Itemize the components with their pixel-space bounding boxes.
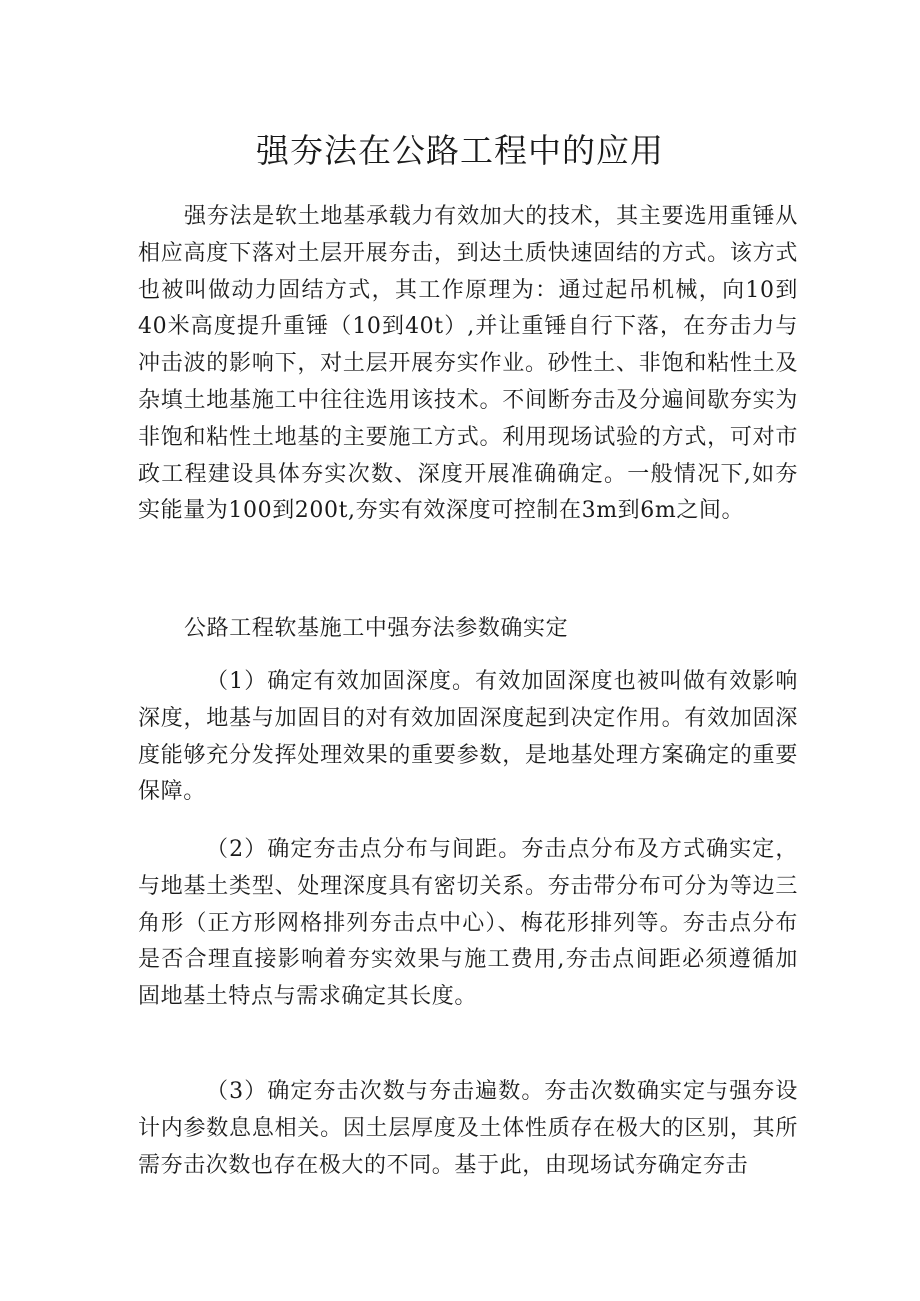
section-heading: 公路工程软基施工中强夯法参数确实定: [184, 616, 569, 641]
intro-paragraph: 强夯法是软土地基承载力有效加大的技术，其主要选用重锤从相应高度下落对土层开展夯击，到达土质快速固结的方式。该方式也被叫做动力固结方式，其工作原理为：通过起吊机械，向10到40米高度提升重锤（10到40t）,并让重锤自行下落，在夯击力与冲击波的影响下，对土层开展夯实作业。砂性土、非饱和粘性土及杂填土地基施工中往往选用该技术。不间断夯击及分遍间歇夯实为非饱和粘性土地基的主要施工方式。利用现场试验的方式，可对市政工程建设具体夯实次数、深度开展准确确定。一般情况下,如夯实能量为100到200t,夯实有效深度可控制在3m到6m之间。: [138, 204, 798, 524]
item-3-paragraph: （3）确定夯击次数与夯击遍数。夯击次数确实定与强夯设计内参数息息相关。因土层厚度及土体性质存在极大的区别，其所需夯击次数也存在极大的不同。基于此，由现场试夯确定夯击: [138, 1079, 798, 1178]
document-title: 强夯法在公路工程中的应用: [256, 131, 664, 170]
item-2-paragraph: （2）确定夯击点分布与间距。夯击点分布及方式确实定，与地基土类型、处理深度具有密切关系。夯击带分布可分为等边三角形（正方形网格排列夯击点中心）、梅花形排列等。夯击点分布是否合理直接影响着夯实效果与施工费用,夯击点间距必须遵循加固地基土特点与需求确定其长度。: [138, 837, 798, 1010]
item-1-paragraph: （1）确定有效加固深度。有效加固深度也被叫做有效影响深度，地基与加固目的对有效加固深度起到决定作用。有效加固深度能够充分发挥处理效果的重要参数，是地基处理方案确定的重要保障。: [138, 669, 798, 805]
